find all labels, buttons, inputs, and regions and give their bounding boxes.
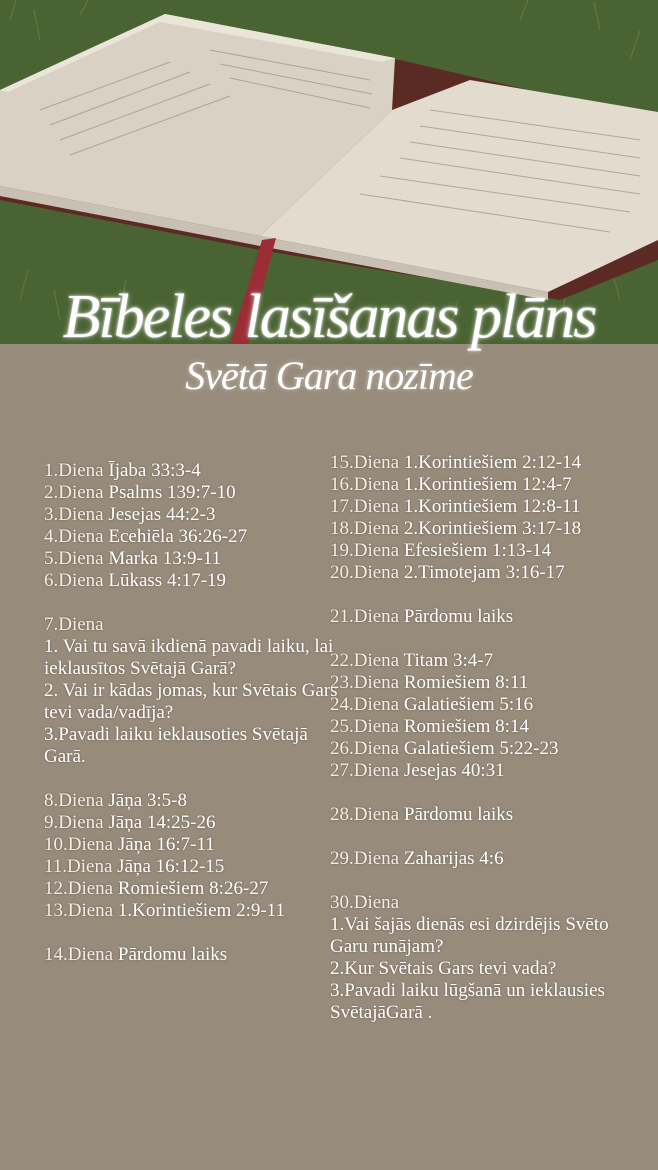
reading-entry-day-8 [44, 790, 344, 812]
scripture-ref: Marka 13:9-11 [108, 548, 222, 569]
reflection-question-1: 1. Vai tu savā ikdienā pavadi laiku, lai ieklausītos Svētajā Garā? [44, 636, 334, 679]
scripture-ref: Romiešiem 8:26-27 [117, 878, 269, 899]
spacer [330, 628, 640, 650]
reading-entry-day-17 [330, 496, 640, 518]
reading-entry-day-18 [330, 518, 640, 540]
reading-entry-day-9 [44, 812, 344, 834]
reading-entry-day-1 [44, 460, 344, 482]
spacer [330, 826, 640, 848]
reading-entry-day-20 [330, 562, 640, 584]
reading-entry-day-2 [44, 482, 344, 504]
day-label: 24.Diena [330, 694, 400, 715]
reading-entry-day-19 [330, 540, 640, 562]
reading-entry-day-23 [330, 672, 640, 694]
day-label: 29.Diena [330, 848, 400, 869]
reading-entry-day-4 [44, 526, 344, 548]
reading-entry-day-16 [330, 474, 640, 496]
spacer [44, 922, 344, 944]
scripture-ref: Jāņa 14:25-26 [108, 812, 216, 833]
reading-entry-day-10 [44, 834, 344, 856]
day-label: 3.Diena [44, 504, 104, 525]
spacer [330, 584, 640, 606]
scripture-ref: Jāņa 3:5-8 [108, 790, 187, 811]
reflection-question-3: 3.Pavadi laiku ieklausoties Svētajā Garā. [44, 724, 308, 767]
reading-entry-day-26 [330, 738, 640, 760]
spacer [330, 870, 640, 892]
day-label: 25.Diena [330, 716, 400, 737]
scripture-ref: Romiešiem 8:11 [403, 672, 529, 693]
reading-entry-day-12 [44, 878, 344, 900]
day-label: 8.Diena [44, 790, 104, 811]
day-label: 6.Diena [44, 570, 104, 591]
day-label: 27.Diena [330, 760, 400, 781]
day-label: 14.Diena [44, 944, 114, 965]
reading-entry-day-3 [44, 504, 344, 526]
day-label: 16.Diena [330, 474, 400, 495]
reading-entry-day-5 [44, 548, 344, 570]
scripture-ref: Pārdomu laiks [403, 804, 514, 825]
day-label: 22.Diena [330, 650, 400, 671]
reading-entry-day-13 [44, 900, 344, 922]
scripture-ref: Galatiešiem 5:22-23 [403, 738, 559, 759]
scripture-ref: Romiešiem 8:14 [403, 716, 529, 737]
scripture-ref: Efesiešiem 1:13-14 [403, 540, 552, 561]
scripture-ref: 1.Korintiešiem 2:12-14 [403, 452, 582, 473]
reading-entry-day-21 [330, 606, 640, 628]
spacer [330, 782, 640, 804]
scripture-ref: Jesejas 44:2-3 [108, 504, 216, 525]
day-label: 23.Diena [330, 672, 400, 693]
reading-entry-day-6 [44, 570, 344, 592]
reflection-question-3: 3.Pavadi laiku lūgšanā un ieklausies SvētajāGarā . [330, 980, 605, 1023]
scripture-ref: Psalms 139:7-10 [108, 482, 236, 503]
scripture-ref: Jāņa 16:12-15 [117, 856, 225, 877]
scripture-ref: 1.Korintiešiem 2:9-11 [117, 900, 285, 921]
reading-entry-day-22 [330, 650, 640, 672]
scripture-ref: 2.Korintiešiem 3:17-18 [403, 518, 582, 539]
reading-entry-day-14 [44, 944, 344, 966]
day-label: 17.Diena [330, 496, 400, 517]
scripture-ref: Pārdomu laiks [403, 606, 514, 627]
scripture-ref: 2.Timotejam 3:16-17 [403, 562, 565, 583]
spacer [44, 592, 344, 614]
scripture-ref: Titam 3:4-7 [403, 650, 494, 671]
scripture-ref: Ecehiēla 36:26-27 [108, 526, 248, 547]
day-label: 18.Diena [330, 518, 400, 539]
day-label: 11.Diena [44, 856, 113, 877]
reading-plan-right-column [330, 452, 640, 1024]
day-label: 28.Diena [330, 804, 400, 825]
reading-entry-day-28 [330, 804, 640, 826]
day-label: 13.Diena [44, 900, 114, 921]
scripture-ref: Lūkass 4:17-19 [108, 570, 227, 591]
reflection-question-2: 2.Kur Svētais Gars tevi vada? [330, 958, 557, 979]
page-subtitle: Svētā Gara nozīme [185, 353, 473, 398]
reading-entry-day-11 [44, 856, 344, 878]
reading-entry-day-24 [330, 694, 640, 716]
spacer [44, 768, 344, 790]
day-label: 10.Diena [44, 834, 114, 855]
reading-entry-day-29 [330, 848, 640, 870]
day-label: 21.Diena [330, 606, 400, 627]
reading-entry-day-27 [330, 760, 640, 782]
scripture-ref: Jesejas 40:31 [403, 760, 505, 781]
day-label: 20.Diena [330, 562, 400, 583]
reflection-question-1: 1.Vai šajās dienās esi dzirdējis Svēto Garu runājam? [330, 914, 609, 957]
scripture-ref: 1.Korintiešiem 12:8-11 [403, 496, 581, 517]
reflection-day-7 [44, 614, 344, 768]
day-label: 5.Diena [44, 548, 104, 569]
day-label: 4.Diena [44, 526, 104, 547]
scripture-ref: Jāņa 16:7-11 [117, 834, 215, 855]
day-label: 15.Diena [330, 452, 400, 473]
scripture-ref: Galatiešiem 5:16 [403, 694, 534, 715]
day-label: 7.Diena [44, 614, 104, 635]
day-label: 30.Diena [330, 892, 400, 913]
day-label: 2.Diena [44, 482, 104, 503]
reflection-day-30 [330, 892, 640, 1024]
day-label: 12.Diena [44, 878, 114, 899]
reading-entry-day-15 [330, 452, 640, 474]
page-title: Bībeles lasīšanas plāns [62, 283, 596, 351]
day-label: 19.Diena [330, 540, 400, 561]
scripture-ref: Ījaba 33:3-4 [108, 460, 201, 481]
reading-entry-day-25 [330, 716, 640, 738]
scripture-ref: Pārdomu laiks [117, 944, 228, 965]
day-label: 1.Diena [44, 460, 104, 481]
day-label: 9.Diena [44, 812, 104, 833]
reflection-question-2: 2. Vai ir kādas jomas, kur Svētais Gars tevi vada/vadīja? [44, 680, 338, 723]
reading-plan-left-column [44, 460, 344, 966]
scripture-ref: 1.Korintiešiem 12:4-7 [403, 474, 572, 495]
scripture-ref: Zaharijas 4:6 [403, 848, 504, 869]
day-label: 26.Diena [330, 738, 400, 759]
